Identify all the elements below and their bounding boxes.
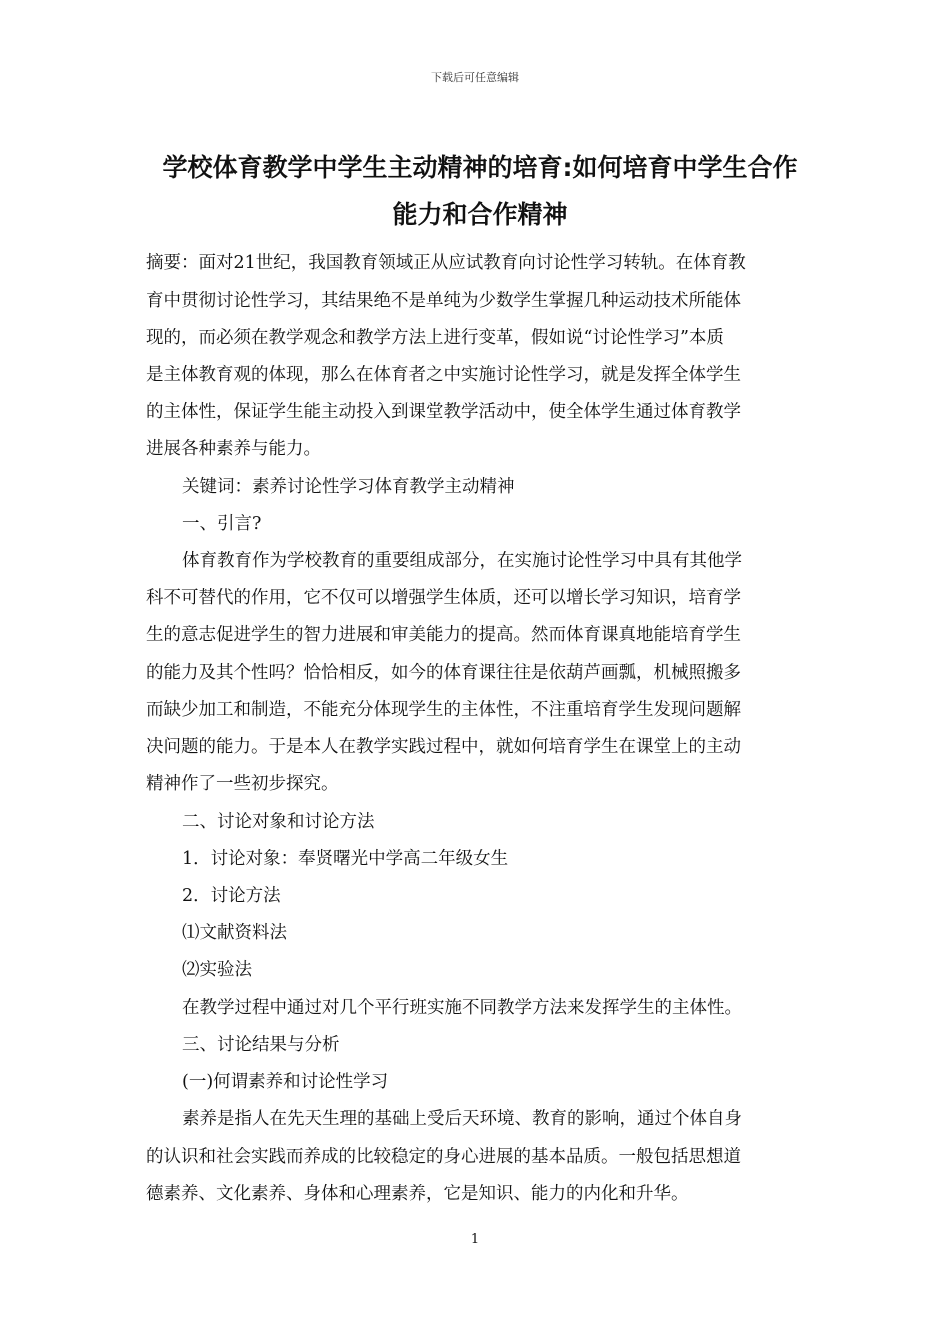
paragraph-line: 科不可替代的作用，它不仅可以增强学生体质，还可以增长学习知识，培育学 <box>146 588 741 608</box>
paragraph-line: 的能力及其个性吗？恰恰相反，如今的体育课往往是依葫芦画瓢，机械照搬多 <box>146 663 741 683</box>
abstract-line: 育中贯彻讨论性学习，其结果绝不是单纯为少数学生掌握几种运动技术所能体 <box>146 291 741 311</box>
section-heading: 二、讨论对象和讨论方法 <box>182 812 375 832</box>
paragraph-line: 体育教育作为学校教育的重要组成部分，在实施讨论性学习中具有其他学 <box>182 551 742 571</box>
page-number: 1 <box>470 1232 480 1247</box>
abstract-line: 是主体教育观的体现，那么在体育者之中实施讨论性学习，就是发挥全体学生 <box>146 365 741 385</box>
section-heading: 一、引言? <box>182 514 262 534</box>
paragraph-line: 决问题的能力。于是本人在教学实践过程中，就如何培育学生在课堂上的主动 <box>146 737 741 757</box>
keywords-line: 关键词：素养讨论性学习体育教学主动精神 <box>182 477 515 497</box>
list-item: 2．讨论方法 <box>182 886 281 906</box>
paragraph-line: 德素养、文化素养、身体和心理素养，它是知识、能力的内化和升华。 <box>146 1184 689 1204</box>
abstract-line: 进展各种素养与能力。 <box>146 439 321 459</box>
document-title-line-2: 能力和合作精神 <box>392 200 568 229</box>
abstract-line: 现的，而必须在教学观念和教学方法上进行变革，假如说“讨论性学习”本质 <box>146 328 724 348</box>
paragraph-line: 的认识和社会实践而养成的比较稳定的身心进展的基本品质。一般包括思想道 <box>146 1147 741 1167</box>
paragraph-line: 精神作了一些初步探究。 <box>146 774 339 794</box>
paragraph-line: 在教学过程中通过对几个平行班实施不同教学方法来发挥学生的主体性。 <box>182 998 742 1018</box>
list-item: ⑵实验法 <box>182 960 252 980</box>
paragraph-line: 生的意志促进学生的智力进展和审美能力的提高。然而体育课真地能培育学生 <box>146 625 741 645</box>
document-title-line-1: 学校体育教学中学生主动精神的培育:如何培育中学生合作 <box>162 153 798 182</box>
list-item: 1．讨论对象：奉贤曙光中学高二年级女生 <box>182 849 509 869</box>
paragraph-line: 而缺少加工和制造，不能充分体现学生的主体性，不注重培育学生发现问题解 <box>146 700 741 720</box>
abstract-line: 的主体性，保证学生能主动投入到课堂教学活动中，使全体学生通过体育教学 <box>146 402 741 422</box>
list-item: ⑴文献资料法 <box>182 923 287 943</box>
abstract-line: 摘要：面对21世纪，我国教育领域正从应试教育向讨论性学习转轨。在体育教 <box>146 253 746 273</box>
page-header: 下载后可任意编辑 <box>431 71 519 84</box>
subsection-heading: (一)何谓素养和讨论性学习 <box>182 1072 389 1092</box>
paragraph-line: 素养是指人在先天生理的基础上受后天环境、教育的影响，通过个体自身 <box>182 1109 742 1129</box>
section-heading: 三、讨论结果与分析 <box>182 1035 340 1055</box>
